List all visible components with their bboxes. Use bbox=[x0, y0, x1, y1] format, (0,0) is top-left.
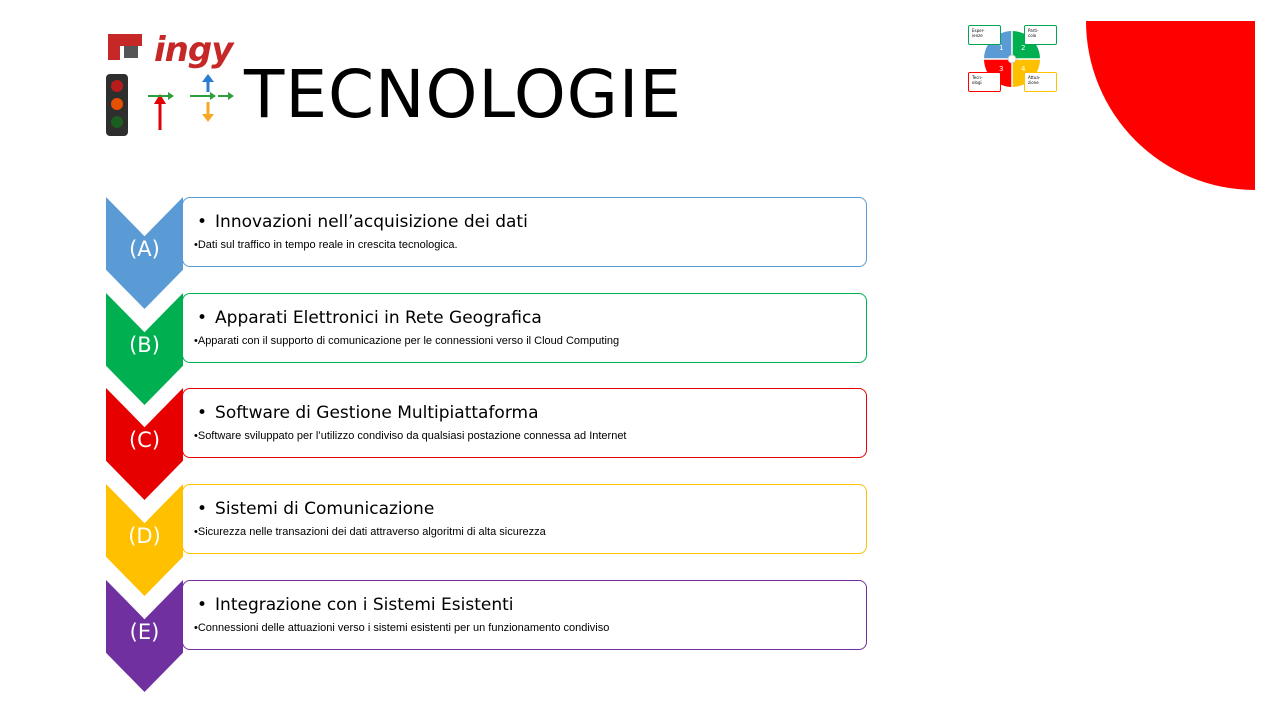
logo bbox=[106, 30, 236, 140]
logo-wordmark: ingy bbox=[154, 30, 233, 70]
card-c bbox=[182, 388, 867, 458]
card-c-heading bbox=[197, 403, 539, 423]
card-b bbox=[182, 293, 867, 363]
mini-box-1-label: Esper- ienze bbox=[972, 28, 985, 38]
chevron-a-label: (A) bbox=[129, 237, 160, 261]
item-e bbox=[106, 580, 870, 692]
card-a-heading-text: Innovazioni nell’acquisizione dei dati bbox=[215, 212, 528, 232]
card-b-heading-text: Apparati Elettronici in Rete Geografica bbox=[215, 308, 542, 328]
chevron-b-label: (B) bbox=[129, 333, 160, 357]
card-e-text: •Connessioni delle attuazioni verso i sistemi esistenti per un funzionamento condiviso bbox=[194, 622, 610, 634]
mini-quadrant-2-number: 2 bbox=[1021, 44, 1026, 52]
bullet-icon: • bbox=[197, 499, 208, 519]
card-c-text: •Software sviluppato per l’utilizzo condiviso da qualsiasi postazione connessa ad Internet bbox=[194, 430, 627, 442]
mini-quadrant-1-number: 1 bbox=[999, 44, 1004, 52]
bullet-icon: • bbox=[197, 595, 208, 615]
chevron-e-label: (E) bbox=[129, 620, 160, 644]
card-e-heading-text: Integrazione con i Sistemi Esistenti bbox=[215, 595, 514, 615]
bullet-icon: • bbox=[197, 212, 208, 232]
mini-box-4-label: Attua- zione bbox=[1028, 75, 1041, 85]
card-a bbox=[182, 197, 867, 267]
card-b-heading bbox=[197, 308, 542, 328]
mini-box-3[interactable] bbox=[968, 72, 1001, 92]
mini-navigation-diagram[interactable] bbox=[966, 22, 1060, 96]
red-quarter-circle bbox=[1086, 21, 1255, 190]
mini-box-4[interactable] bbox=[1024, 72, 1057, 92]
bullet-icon: • bbox=[197, 308, 208, 328]
mini-box-1[interactable] bbox=[968, 25, 1001, 45]
card-d-text: •Sicurezza nelle transazioni dei dati attraverso algoritmi di alta sicurezza bbox=[194, 526, 546, 538]
page-title: TECNOLOGIE bbox=[244, 56, 683, 133]
mini-quadrant-3-number: 3 bbox=[999, 65, 1004, 73]
chevron-d-label: (D) bbox=[128, 524, 161, 548]
mini-quadrant-4-number: 4 bbox=[1021, 65, 1026, 73]
card-a-heading bbox=[197, 212, 528, 232]
card-b-text: •Apparati con il supporto di comunicazione per le connessioni verso il Cloud Computing bbox=[194, 335, 620, 347]
mini-box-3-label: Tecn- ologi bbox=[972, 75, 983, 85]
card-c-heading-text: Software di Gestione Multipiattaforma bbox=[215, 403, 539, 423]
card-d-heading bbox=[197, 499, 434, 519]
card-e bbox=[182, 580, 867, 650]
card-e-heading bbox=[197, 595, 514, 615]
bullet-icon: • bbox=[197, 403, 208, 423]
mini-box-2-label: Parti- colo bbox=[1028, 28, 1039, 38]
card-d bbox=[182, 484, 867, 554]
mini-box-2[interactable] bbox=[1024, 25, 1057, 45]
card-d-heading-text: Sistemi di Comunicazione bbox=[215, 499, 435, 519]
chevron-c-label: (C) bbox=[128, 428, 161, 452]
card-a-text: •Dati sul traffico in tempo reale in crescita tecnologica. bbox=[194, 239, 458, 251]
